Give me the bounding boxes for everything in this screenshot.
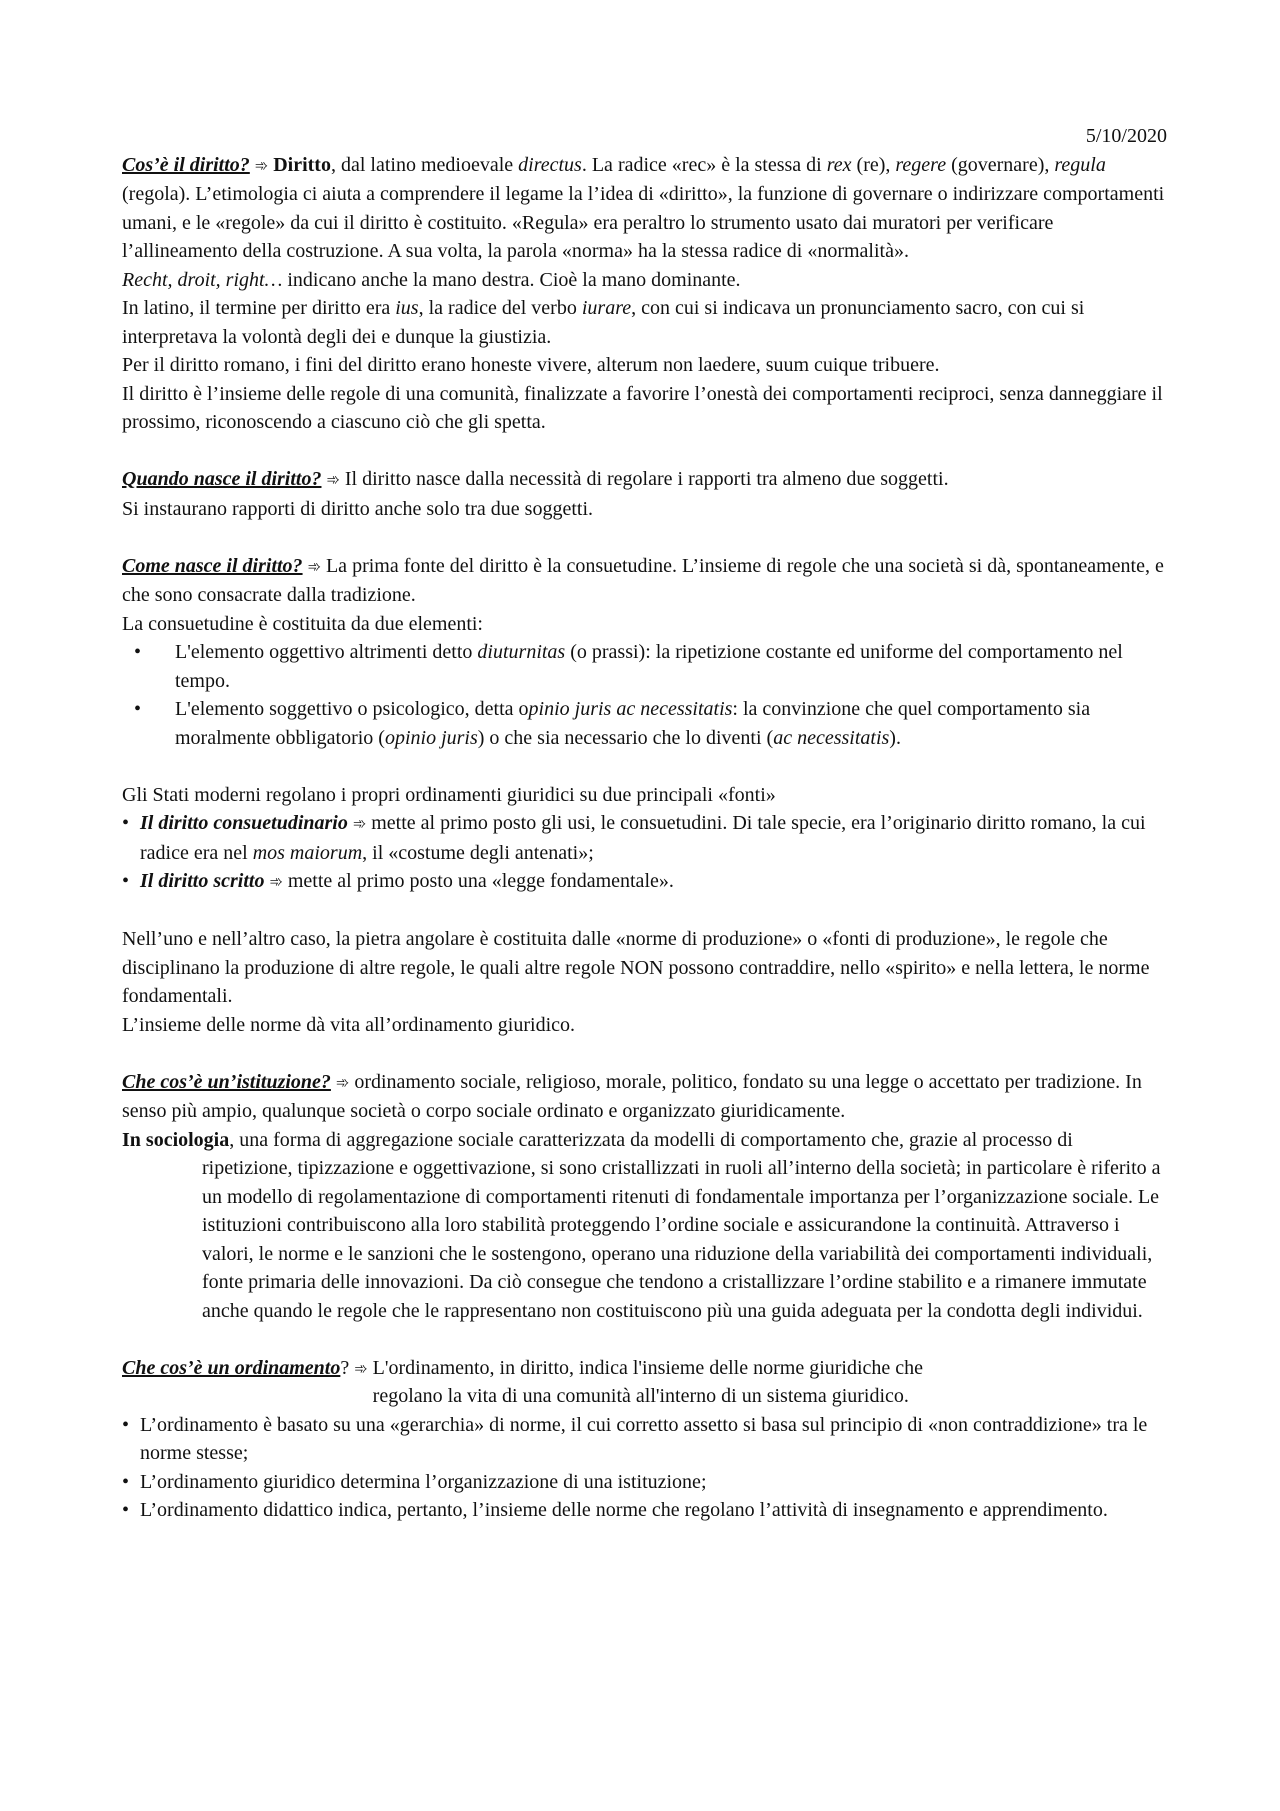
paragraph-modern-states: Gli Stati moderni regolano i propri ordinamenti giuridici su due principali «fonti» <box>122 783 776 806</box>
bullet-icon: • <box>122 1470 130 1493</box>
paragraph-relations: Si instaurano rapporti di diritto anche solo tra due soggetti. <box>122 497 594 520</box>
bullet-icon: • <box>122 1413 130 1436</box>
sources-list <box>122 809 1167 897</box>
document-date: 5/10/2020 <box>1085 125 1167 147</box>
list-item: • Il diritto consuetudinario ➾ mette al primo posto gli usi, le consuetudini. Di tale specie, era l’originario diritto romano, la cui radice era nel mos maiorum, il «costume degli antenati»; <box>122 809 1167 867</box>
question-what-is-law: Cos’è il diritto? <box>122 153 250 176</box>
term-diritto: Diritto <box>273 153 331 176</box>
arrow-icon: ➾ <box>354 1358 368 1378</box>
paragraph-definition: Il diritto è l’insieme delle regole di una comunità, finalizzate a favorire l’onestà dei comportamenti reciproci, senza danneggiare il prossimo, riconoscendo a ciascuno ciò che gli spetta. <box>122 382 1163 433</box>
paragraph-recht: Recht, droit, right… indicano anche la mano destra. Cioè la mano dominante. <box>122 268 741 291</box>
paragraph-production-norms: Nell’uno e nell’altro caso, la pietra angolare è costituita dalle «norme di produzione» o «fonti di produzione», le regole che disciplinano la produzione di altre regole, le quali altre regole NON possono contraddire, nello «spirito» e nella lettera, le norme fondamentali. <box>122 928 1150 1007</box>
list-item: • L’ordinamento didattico indica, pertanto, l’insieme delle norme che regolano l’attività di insegnamento e apprendimento. <box>122 1496 1167 1525</box>
bullet-icon: • <box>122 1499 130 1521</box>
question-when-law-born: Quando nasce il diritto? <box>122 468 322 490</box>
custom-elements-list <box>122 638 1167 752</box>
arrow-icon: ➾ <box>335 1072 350 1092</box>
bullet-icon: • <box>122 870 130 892</box>
paragraph-institution: Che cos’è un’istituzione? ➾ ordinamento sociale, religioso, morale, politico, fondato su una legge o accettato per tradizione. In senso più ampio, qualunque società o corpo sociale ordinato e organizzato giuridicamente. <box>122 1070 1142 1122</box>
ordinamento-list <box>122 1411 1167 1525</box>
question-institution: Che cos’è un’istituzione? <box>122 1070 331 1093</box>
paragraph-roman-law: Per il diritto romano, i fini del diritto erano honeste vivere, alterum non laedere, suum cuique tribuere. <box>122 354 940 376</box>
paragraph-ius: In latino, il termine per diritto era ius, la radice del verbo iurare, con cui si indicava un pronunciamento sacro, con cui si interpretava la volontà degli dei e dunque la giustizia. <box>122 297 1085 348</box>
list-item: • L’ordinamento è basato su una «gerarchia» di norme, il cui corretto assetto si basa sul principio di «non contraddizione» tra le norme stesse; <box>122 1411 1167 1468</box>
document-page <box>122 122 1167 1525</box>
arrow-icon: ➾ <box>352 814 367 833</box>
arrow-icon: ➾ <box>269 872 283 891</box>
question-ordinamento: Che cos’è un ordinamento <box>122 1356 341 1379</box>
paragraph-ordinamento: Che cos’è un ordinamento? ➾ L'ordinamento, in diritto, indica l'insieme delle norme giuridiche che regolano la vita di una comunità all'interno di un sistema giuridico. <box>122 1356 924 1407</box>
list-item: • L’ordinamento giuridico determina l’organizzazione di una istituzione; <box>122 1468 1167 1497</box>
arrow-icon: ➾ <box>307 556 321 576</box>
list-item: • L'elemento oggettivo altrimenti detto diuturnitas (o prassi): la ripetizione costante ed uniforme del comportamento nel tempo. <box>122 638 1167 695</box>
bullet-icon: • <box>134 641 142 663</box>
bullet-icon: • <box>134 698 142 720</box>
paragraph-what-is-law: Cos’è il diritto? ➾ Diritto, dal latino medioevale directus. La radice «rec» è la stessa di rex (re), regere (governare), regula (regola). L’etimologia ci aiuta a comprendere il legame la l’idea di «diritto», la funzione di governare o indirizzare comportamenti umani, e le «regole» da cui il diritto è costituito. «Regula» era peraltro lo strumento usato dai muratori per verificare l’allineamento della costruzione. A sua volta, la parola «norma» ha la stessa radice di «normalità». <box>122 153 1165 262</box>
paragraph-legal-order: L’insieme delle norme dà vita all’ordinamento giuridico. <box>122 1013 576 1036</box>
arrow-icon: ➾ <box>326 470 340 489</box>
paragraph-custom-elements: La consuetudine è costituita da due elementi: <box>122 612 483 635</box>
paragraph-when-law-born: Quando nasce il diritto? ➾ Il diritto nasce dalla necessità di regolare i rapporti tra almeno due soggetti. <box>122 468 949 490</box>
bullet-icon: • <box>122 812 130 834</box>
question-how-law-born: Come nasce il diritto? <box>122 554 303 577</box>
arrow-icon: ➾ <box>254 155 269 175</box>
list-item: • L'elemento soggettivo o psicologico, detta opinio juris ac necessitatis: la convinzione che quel comportamento sia moralmente obbligatorio (opinio juris) o che sia necessario che lo diventi (ac necessitatis). <box>122 695 1167 752</box>
paragraph-how-law-born: Come nasce il diritto? ➾ La prima fonte del diritto è la consuetudine. L’insieme di regole che una società si dà, spontaneamente, e che sono consacrate dalla tradizione. <box>122 554 1164 606</box>
paragraph-sociology: In sociologia, una forma di aggregazione sociale caratterizzata da modelli di comportamento che, grazie al processo di ripetizione, tipizzazione e oggettivazione, si sono cristallizzati in ruoli all’interno della società; in particolare è riferito a un modello di regolamentazione di comportamenti ritenuti di fondamentale importanza per l’organizzazione sociale. Le istituzioni contribuiscono alla loro stabilità proteggendo l’ordine sociale e assicurandone la continuità. Attraverso i valori, le norme e le sanzioni che le sostengono, operano una riduzione della variabilità dei comportamenti individuali, fonte primaria delle innovazioni. Da ciò consegue che tendono a cristallizzare l’ordine stabilito e a rimanere immutate anche quando le regole che le rappresentano non costituiscono più una guida adeguata per la condotta degli individui. <box>122 1128 1161 1322</box>
list-item: • Il diritto scritto ➾ mette al primo posto una «legge fondamentale». <box>122 867 1167 897</box>
